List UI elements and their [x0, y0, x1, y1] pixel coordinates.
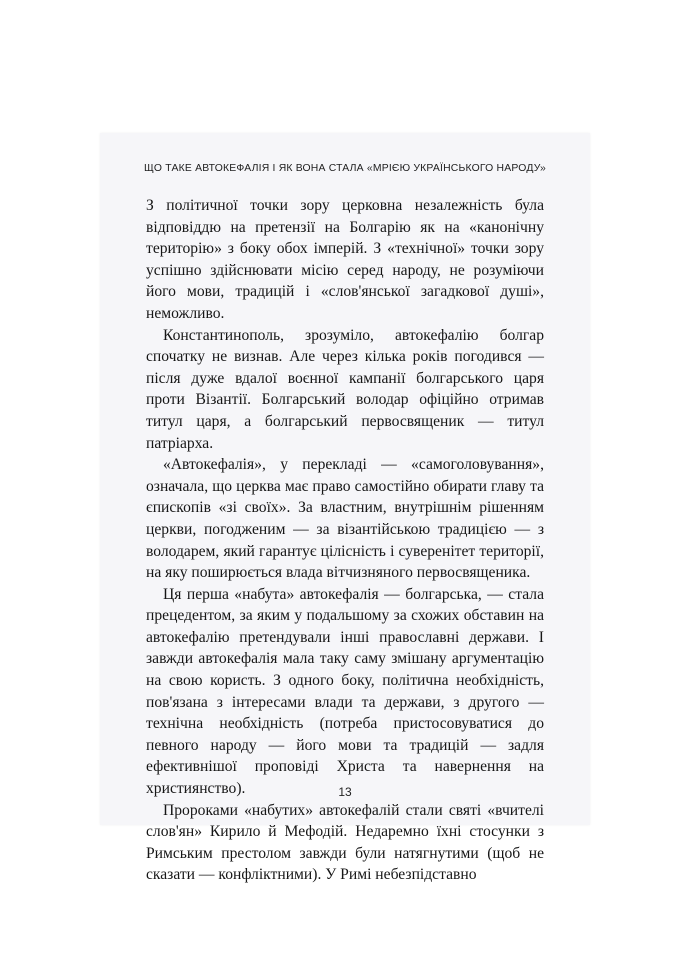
paragraph: Константинополь, зрозуміло, автокефалію болгар спочатку не визнав. Але через кілька років погодився — після дуже вдалої воєнної кампанії болгарського царя проти Візантії. Болгарський володар офіційно отримав титул царя, а болгарський первосвященик — титул патріарха.: [146, 326, 544, 452]
body-text: [146, 195, 544, 886]
paragraph: Пророками «набутих» автокефалій стали святі «вчителі слов'ян» Кирило й Мефодій. Недаремно їхні стосунки з Римським престолом завжди були натягнутими (щоб не сказати — конфліктними). У Римі небезпідставно: [146, 801, 544, 884]
paragraph: «Автокефалія», у перекладі — «самоголовування», означала, що церква має право самостійно обирати главу та єпископів «зі своїх». За властним, внутрішнім рішенням церкви, погодженим — за візантійською традицією — з володарем, який гарантує цілісність і суверенітет території, на яку поширюється влада вітчизняного первосвященика.: [146, 456, 544, 582]
paragraph: Ця перша «набута» автокефалія — болгарська, — стала прецедентом, за яким у подальшому за схожих обставин на автокефалію претендували інші православні держави. І завжди автокефалія мала таку саму змішану аргументацію на свою користь. З одного боку, політична необхідність, пов'язана з інтересами влади та держави, з другого — технічна необхідність (потреба пристосовуватися до певного народу — його мови та традицій — задля ефективнішої проповіді Христа та навернення на християнство).: [146, 585, 544, 798]
running-head: ЩО ТАКЕ АВТОКЕФАЛІЯ І ЯК ВОНА СТАЛА «МРІЄЮ УКРАЇНСЬКОГО НАРОДУ»: [143, 163, 547, 174]
book-page: [100, 133, 590, 884]
paragraph: З політичної точки зору церковна незалежність була відповіддю на претензії на Болгарію як на «канонічну територію» з боку обох імперій. З «технічної» точки зору успішно здійснювати місію серед народу, не розуміючи його мови, традицій і «слов'янської загадкової душі», неможливо.: [146, 197, 544, 322]
page-number: 13: [338, 785, 352, 799]
